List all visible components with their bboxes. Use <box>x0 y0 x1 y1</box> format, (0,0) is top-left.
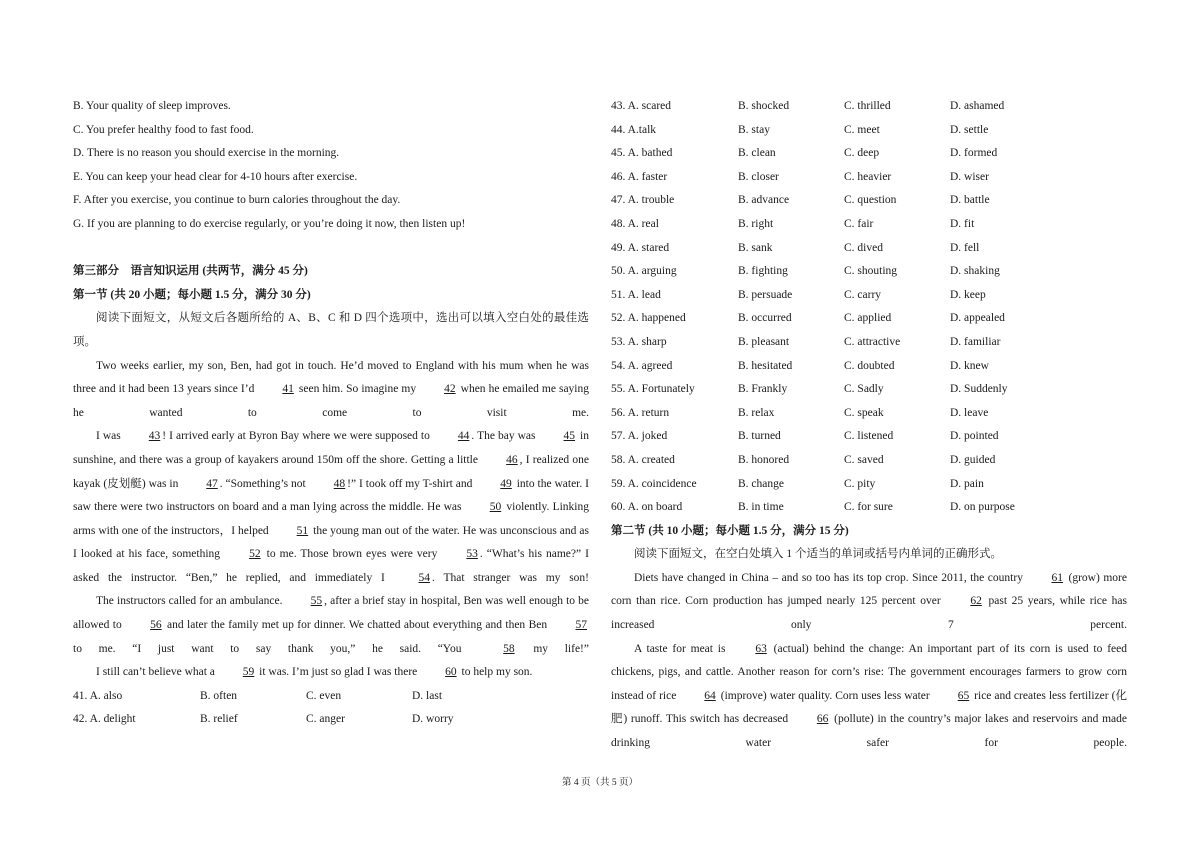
option-a: 54. A. agreed <box>611 359 673 372</box>
passage-text: it was. I’m just so glad I was there <box>256 666 421 679</box>
question-60 <box>611 496 1127 520</box>
passage-text: into the water. I saw there were two instructors on board and a man lying across the middle. He was <box>73 477 589 514</box>
option-a: 58. A. created <box>611 453 675 466</box>
passage-text: to me. Those brown eyes were very <box>262 548 442 561</box>
blank-43: 43 <box>148 430 161 443</box>
blank-54: 54 <box>418 571 431 584</box>
option-c: C. applied <box>844 312 892 325</box>
option-b: B. in time <box>738 501 784 514</box>
option-a: 60. A. on board <box>611 501 683 514</box>
option-c: C. saved <box>844 453 884 466</box>
cloze-paragraph-3 <box>73 590 589 661</box>
option-d: D. battle <box>950 194 990 207</box>
option-b: B. relief <box>200 713 238 726</box>
question-44 <box>611 119 1127 143</box>
option-d: D. shaking <box>950 265 1000 278</box>
question-59 <box>611 473 1127 497</box>
blank-62: 62 <box>970 595 982 608</box>
option-c: C. listened <box>844 430 894 443</box>
option-a: 47. A. trouble <box>611 194 675 207</box>
option-a: 50. A. arguing <box>611 265 677 278</box>
question-41 <box>73 685 589 709</box>
passage-text: . “What’s his name?” I asked the instructor. “Ben,” he replied, and immediately I <box>73 548 589 584</box>
passage-text: Two weeks earlier, my son, Ben, had got in touch. He’d moved to England with his mum when he was three and it had been 13 years since I’d <box>73 359 589 396</box>
blank-53: 53 <box>466 548 478 561</box>
option-a: 49. A. stared <box>611 241 670 254</box>
option-b: B. advance <box>738 194 790 207</box>
blank-44: 44 <box>457 430 470 443</box>
page-footer: 第 4 页（共 5 页） <box>561 778 638 788</box>
question-50 <box>611 260 1127 284</box>
option-b: B. occurred <box>738 312 792 325</box>
blank-55: 55 <box>310 595 323 608</box>
grammar-paragraph-2 <box>611 638 1127 756</box>
blank-59: 59 <box>242 666 255 679</box>
option-a: 44. A.talk <box>611 123 657 136</box>
reading-option: F. After you exercise, you continue to burn calories throughout the day. <box>73 194 401 207</box>
blank-66: 66 <box>816 713 829 726</box>
question-51 <box>611 284 1127 308</box>
option-c: C. pity <box>844 477 876 490</box>
option-a: 48. A. real <box>611 217 659 230</box>
blank-47: 47 <box>206 477 218 490</box>
reading-option: D. There is no reason you should exercise in the morning. <box>73 147 340 160</box>
blank-46: 46 <box>506 453 518 466</box>
option-d: D. worry <box>412 713 454 726</box>
option-b: B. honored <box>738 453 790 466</box>
option-d: D. Suddenly <box>950 383 1008 396</box>
passage-text: . The bay was <box>471 430 539 443</box>
blank-52: 52 <box>249 548 261 561</box>
option-a: 56. A. return <box>611 406 670 419</box>
passage-text: !” I took off my T-shirt and <box>347 477 476 490</box>
option-c: C. carry <box>844 288 882 301</box>
left-column <box>73 95 589 732</box>
question-54 <box>611 355 1127 379</box>
passage-text: (actual) behind the change: An important part of its corn is used to feed chickens, pigs, and cattle. Another reason for corn’s rise: The government encourages farmers to grow corn instead of rice <box>611 642 1127 702</box>
part3-heading: 第三部分 语言知识运用 (共两节，满分 45 分) <box>73 265 308 278</box>
option-c: C. attractive <box>844 335 901 348</box>
cloze-paragraph-2 <box>73 425 589 590</box>
option-a: 55. A. Fortunately <box>611 383 695 396</box>
grammar-paragraph-1 <box>611 567 1127 638</box>
passage-text: my life!” <box>516 642 589 655</box>
option-b: B. stay <box>738 123 770 136</box>
passage-text: rice and creates less fertilizer (化肥) runoff. This switch has decreased <box>611 689 1128 726</box>
passage-text: in sunshine, and there was a group of kayakers around 150m off the shore. Getting a little <box>73 430 589 466</box>
blank-50: 50 <box>489 501 502 514</box>
option-b: B. shocked <box>738 100 790 112</box>
option-d: D. knew <box>950 359 989 372</box>
option-c: C. shouting <box>844 265 898 278</box>
option-c: C. heavier <box>844 170 892 183</box>
section1-heading: 第一节 (共 20 小题；每小题 1.5 分，满分 30 分) <box>73 288 311 301</box>
passage-text: . That stranger was my son! <box>432 571 589 584</box>
option-d: D. appealed <box>950 312 1005 325</box>
passage-text: (improve) water quality. Corn uses less water <box>717 689 933 702</box>
reading-option: G. If you are planning to do exercise regularly, or you’re doing it now, then listen up! <box>73 217 466 230</box>
question-48 <box>611 213 1127 237</box>
option-b: B. persuade <box>738 288 793 301</box>
option-c: C. anger <box>306 713 345 726</box>
passage-text: A taste for meat is <box>634 642 731 655</box>
question-56 <box>611 402 1127 426</box>
option-d: D. fit <box>950 217 975 230</box>
option-c: C. for sure <box>844 501 893 514</box>
option-d: D. pain <box>950 477 984 490</box>
option-a: 52. A. happened <box>611 312 686 325</box>
option-d: D. guided <box>950 453 996 466</box>
option-b: B. often <box>200 689 238 702</box>
passage-text: the young man out of the water. He was unconscious and as I looked at his face, something <box>73 524 589 561</box>
question-46 <box>611 166 1127 190</box>
blank-61: 61 <box>1051 571 1063 584</box>
option-c: C. thrilled <box>844 100 891 112</box>
option-b: B. Frankly <box>738 383 788 396</box>
passage-text: past 25 years, while rice has increased only 7 percent. <box>611 595 1127 632</box>
option-b: B. right <box>738 217 774 230</box>
blank-45: 45 <box>563 430 576 443</box>
passage-text: , after a brief stay in hospital, Ben was well enough to be allowed to <box>73 595 589 632</box>
question-53 <box>611 331 1127 355</box>
blank-63: 63 <box>755 642 767 655</box>
option-c: C. even <box>306 689 342 702</box>
question-58 <box>611 449 1127 473</box>
option-d: D. familiar <box>950 335 1001 348</box>
option-a: 45. A. bathed <box>611 147 673 160</box>
option-c: C. doubted <box>844 359 895 372</box>
cloze-paragraph-4 <box>73 661 589 685</box>
reading-options-list <box>73 95 589 237</box>
passage-text: (pollute) in the country’s major lakes and reservoirs and made drinking water safer for people. <box>611 713 1127 750</box>
passage-text: Diets have changed in China – and so too has its top crop. Since 2011, the country <box>634 571 1027 584</box>
option-c: C. speak <box>844 406 884 419</box>
reading-option: B. Your quality of sleep improves. <box>73 100 231 112</box>
option-d: D. on purpose <box>950 501 1015 514</box>
question-43 <box>611 95 1127 119</box>
passage-text: . “Something’s not <box>219 477 309 490</box>
option-b: B. clean <box>738 147 776 160</box>
question-49 <box>611 237 1127 261</box>
option-c: C. question <box>844 194 897 207</box>
option-d: D. ashamed <box>950 100 1005 112</box>
option-d: D. fell <box>950 241 980 254</box>
option-a: 43. A. scared <box>611 100 672 112</box>
blank-51: 51 <box>296 524 309 537</box>
passage-text: to help my son. <box>458 666 533 679</box>
option-b: B. relax <box>738 406 775 419</box>
option-c: C. dived <box>844 241 883 254</box>
blank-48: 48 <box>333 477 346 490</box>
option-a: 51. A. lead <box>611 288 661 301</box>
question-52 <box>611 307 1127 331</box>
option-c: C. fair <box>844 217 874 230</box>
option-a: 57. A. joked <box>611 430 668 443</box>
option-d: D. leave <box>950 406 989 419</box>
question-57 <box>611 425 1127 449</box>
question-55 <box>611 378 1127 402</box>
section2-instruction: 阅读下面短文，在空白处填入 1 个适当的单词或括号内单词的正确形式。 <box>634 548 1002 561</box>
option-c: C. deep <box>844 147 880 160</box>
option-b: B. fighting <box>738 265 788 278</box>
blank-41: 41 <box>282 383 294 396</box>
cloze-options-list <box>611 95 1127 520</box>
question-45 <box>611 142 1127 166</box>
option-b: B. sank <box>738 241 773 254</box>
blank-42: 42 <box>444 383 456 396</box>
blank-58: 58 <box>503 642 515 655</box>
passage-text: seen him. So imagine my <box>295 383 420 396</box>
option-d: D. pointed <box>950 430 999 443</box>
option-b: B. hesitated <box>738 359 793 372</box>
option-a: 46. A. faster <box>611 170 668 183</box>
passage-text: and later the family met up for dinner. We chatted about everything and then Ben <box>163 619 551 632</box>
reading-option: E. You can keep your head clear for 4-10 hours after exercise. <box>73 170 358 183</box>
section1-instruction: 阅读下面短文，从短文后各题所给的 A、B、C 和 D 四个选项中，选出可以填入空白处的最佳选项。 <box>73 312 589 348</box>
question-42 <box>73 708 589 732</box>
option-d: D. formed <box>950 147 998 160</box>
option-a: 59. A. coincidence <box>611 477 697 490</box>
passage-text: to me. “I just want to say thank you,” he said. “You <box>73 642 479 655</box>
passage-text: violently. Linking arms with one of the instructors，I helped <box>73 501 589 537</box>
blank-65: 65 <box>957 689 970 702</box>
passage-text: , I realized one kayak (皮划艇) was in <box>73 453 589 490</box>
passage-text: ! I arrived early at Byron Bay where we were supposed to <box>162 430 433 443</box>
blank-64: 64 <box>704 689 716 702</box>
blank-60: 60 <box>445 666 457 679</box>
passage-text: I still can’t believe what a <box>96 666 218 679</box>
option-b: B. closer <box>738 170 779 183</box>
section2-heading: 第二节 (共 10 小题；每小题 1.5 分，满分 15 分) <box>611 524 849 537</box>
option-d: D. wiser <box>950 170 989 183</box>
option-c: C. meet <box>844 123 880 136</box>
blank-49: 49 <box>500 477 512 490</box>
question-47 <box>611 189 1127 213</box>
cloze-paragraph-1 <box>73 355 589 426</box>
option-d: D. settle <box>950 123 989 136</box>
option-a: 41. A. also <box>73 689 123 702</box>
option-c: C. Sadly <box>844 383 884 396</box>
passage-text: The instructors called for an ambulance. <box>96 595 286 608</box>
option-b: B. change <box>738 477 784 490</box>
option-a: 42. A. delight <box>73 713 136 726</box>
reading-option: C. You prefer healthy food to fast food. <box>73 123 254 136</box>
passage-text: (grow) more corn than rice. Corn production has jumped nearly 125 percent over <box>611 571 1127 608</box>
option-d: D. keep <box>950 288 986 301</box>
option-d: D. last <box>412 689 443 702</box>
option-a: 53. A. sharp <box>611 335 667 348</box>
option-b: B. turned <box>738 430 781 443</box>
blank-56: 56 <box>150 619 162 632</box>
option-b: B. pleasant <box>738 335 790 348</box>
passage-text: when he emailed me saying he wanted to come to visit me. <box>73 383 590 419</box>
right-column <box>611 95 1127 756</box>
blank-57: 57 <box>575 619 587 632</box>
passage-text: I was <box>96 430 124 443</box>
